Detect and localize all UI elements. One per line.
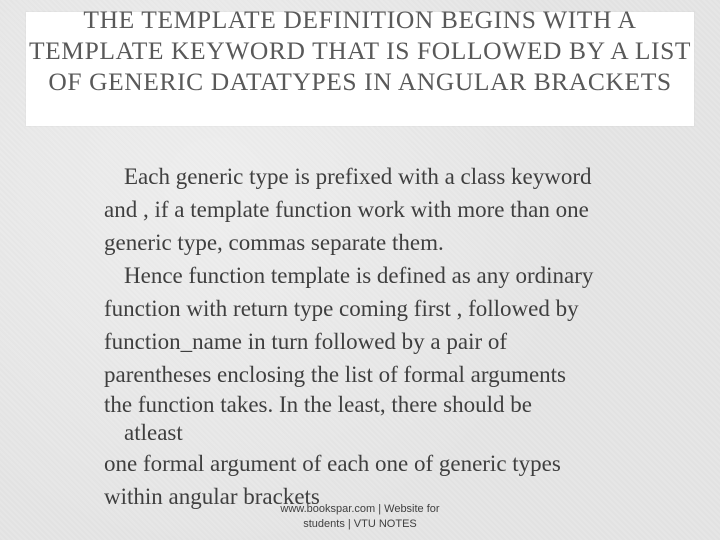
body-line: generic type, commas separate them. bbox=[104, 230, 444, 255]
body-line: within angular brackets bbox=[104, 484, 320, 509]
body-line: and , if a template function work with more than one bbox=[104, 197, 589, 222]
body-line: function with return type coming first , followed by bbox=[104, 296, 579, 321]
body-line: the function takes. In the least, there should be bbox=[104, 392, 532, 417]
slide-body bbox=[104, 160, 704, 513]
body-line: Hence function template is defined as any ordinary bbox=[124, 263, 594, 288]
body-line: parentheses enclosing the list of formal arguments bbox=[104, 362, 567, 387]
body-line: atleast bbox=[124, 420, 183, 445]
footer-line: www.bookspar.com | Website for bbox=[280, 503, 440, 515]
footer-line: students | VTU NOTES bbox=[303, 518, 417, 530]
body-line: Each generic type is prefixed with a class keyword bbox=[124, 164, 592, 189]
body-line: function_name in turn followed by a pair of bbox=[104, 329, 508, 354]
slide-title: THE TEMPLATE DEFINITION BEGINS WITH A TEMPLATE KEYWORD THAT IS FOLLOWED BY A LIST OF GENERIC DATATYPES IN ANGULAR BRACKETS bbox=[28, 5, 692, 96]
body-line: one formal argument of each one of generic types bbox=[104, 451, 561, 476]
slide-footer bbox=[260, 502, 460, 532]
